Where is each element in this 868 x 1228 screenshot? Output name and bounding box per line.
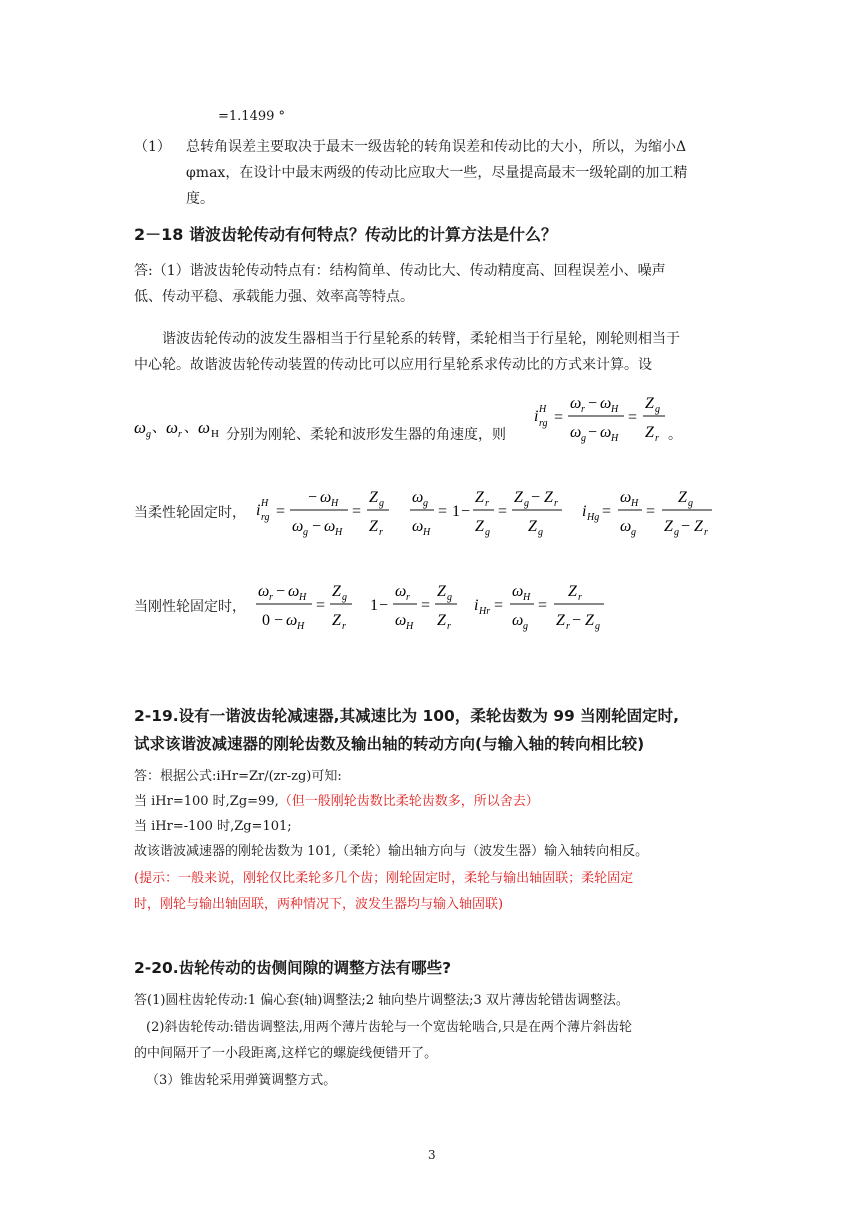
result-line: =1.1499 ° (218, 109, 286, 124)
svg-text:0: 0 (262, 612, 270, 629)
svg-text:i: i (582, 503, 587, 520)
svg-text:r: r (379, 527, 383, 538)
svg-text:r: r (178, 429, 182, 440)
svg-text:Z: Z (694, 518, 703, 535)
svg-text:ω: ω (292, 518, 304, 535)
svg-text:Z: Z (332, 583, 341, 600)
svg-text:ω: ω (412, 518, 424, 535)
svg-text:Z: Z (332, 612, 341, 629)
svg-text:H: H (331, 498, 339, 509)
svg-text:ω: ω (288, 583, 300, 600)
svg-text:1: 1 (370, 597, 378, 614)
svg-text:=: = (494, 597, 504, 614)
heading-2-19-line1: 2-19.设有一谐波齿轮减速器,其减速比为 100，柔轮齿数为 99 当刚轮固定时, (134, 707, 680, 725)
svg-text:i: i (474, 597, 479, 614)
svg-text:ω: ω (412, 489, 424, 506)
formula-rigid-fixed-svg (252, 576, 612, 636)
svg-text:Z: Z (645, 395, 654, 412)
svg-text:=: = (602, 503, 612, 520)
svg-text:ω: ω (600, 395, 612, 412)
omega-symbols (132, 412, 227, 446)
svg-text:ω: ω (512, 583, 524, 600)
svg-text:H: H (631, 498, 639, 509)
item1-text: 总转角误差主要取决于最末一级齿轮的转角误差和传动比的大小，所以，为缩小Δ (186, 139, 687, 155)
svg-text:g: g (688, 498, 693, 509)
q219-line1: 答：根据公式:iHr=Zr/(zr-zg)可知: (134, 769, 342, 784)
formula-flex-fixed (250, 482, 730, 546)
svg-text:=: = (438, 503, 448, 520)
svg-text:=: = (352, 503, 362, 520)
svg-text:H: H (523, 592, 531, 603)
svg-text:g: g (523, 621, 528, 632)
svg-text:Z: Z (556, 612, 565, 629)
svg-text:−: − (572, 612, 582, 629)
svg-text:−: − (274, 612, 284, 629)
svg-text:=: = (538, 597, 548, 614)
svg-text:i: i (256, 502, 261, 519)
q220-line2: (2)斜齿轮传动:错齿调整法,用两个薄片齿轮与一个宽齿轮啮合,只是在两个薄片斜齿轮 (146, 1020, 633, 1035)
svg-text:ω: ω (395, 583, 407, 600)
svg-text:Z: Z (475, 489, 484, 506)
svg-text:−: − (681, 518, 691, 535)
svg-text:Z: Z (437, 583, 446, 600)
q220-line4: （3）锥齿轮采用弹簧调整方式。 (146, 1073, 337, 1088)
svg-text:−: − (308, 489, 318, 506)
svg-text:=: = (276, 503, 286, 520)
svg-text:、: 、 (184, 421, 198, 436)
q219-line4: 故该谐波减速器的刚轮齿数为 101,（柔轮）输出轴方向与（波发生器）输入轴转向相反。 (134, 844, 649, 859)
svg-text:g: g (595, 621, 600, 632)
svg-text:Z: Z (678, 489, 687, 506)
heading-2-20: 2-20.齿轮传动的齿侧间隙的调整方法有哪些? (134, 959, 452, 977)
svg-text:Z: Z (528, 518, 537, 535)
svg-text:i: i (534, 408, 539, 425)
omega-symbols-svg (132, 412, 227, 442)
svg-text:r: r (704, 527, 708, 538)
svg-text:g: g (485, 527, 490, 538)
svg-text:Z: Z (369, 489, 378, 506)
svg-text:r: r (655, 433, 659, 444)
q220-line1: 答(1)圆柱齿轮传动:1 偏心套(轴)调整法;2 轴向垫片调整法;3 双片薄齿轮错齿调整法。 (134, 993, 629, 1008)
svg-text:rg: rg (261, 512, 270, 523)
svg-text:ω: ω (320, 489, 332, 506)
svg-text:H: H (539, 404, 547, 415)
svg-text:−: − (312, 518, 322, 535)
q219-hint-line2: 时，刚轮与输出轴固联，两种情况下，波发生器均与输入轴固联) (134, 897, 504, 912)
svg-text:H: H (261, 498, 269, 509)
svg-text:Z: Z (475, 518, 484, 535)
svg-text:ω: ω (570, 395, 582, 412)
formula-irg (528, 388, 678, 452)
svg-text:g: g (342, 592, 347, 603)
svg-text:Z: Z (568, 583, 577, 600)
formula-irg-svg (528, 388, 678, 448)
svg-text:=: = (421, 597, 431, 614)
svg-text:=: = (646, 503, 656, 520)
rigid-fixed-label: 当刚性轮固定时， (134, 599, 246, 615)
svg-text:Z: Z (585, 612, 594, 629)
q219-line3: 当 iHr=-100 时,Zg=101; (134, 819, 292, 834)
svg-text:ω: ω (512, 612, 524, 629)
svg-text:r: r (406, 592, 410, 603)
q218-answer-line2: 低、传动平稳、承载能力强、效率高等特点。 (134, 289, 414, 305)
svg-text:g: g (538, 527, 543, 538)
q219-line2 (134, 789, 539, 815)
svg-text:r: r (342, 621, 346, 632)
flex-fixed-label: 当柔性轮固定时， (134, 505, 246, 521)
svg-text:r: r (554, 498, 558, 509)
item1-line3: 度。 (186, 191, 214, 207)
q219-line2-text: 当 iHr=100 时,Zg=99, (134, 794, 279, 809)
svg-text:Hr: Hr (479, 606, 491, 617)
svg-text:Z: Z (437, 612, 446, 629)
svg-text:ω: ω (600, 424, 612, 441)
svg-text:ω: ω (258, 583, 270, 600)
svg-text:Z: Z (544, 489, 553, 506)
svg-text:Hg: Hg (587, 512, 600, 523)
q220-line3: 的中间隔开了一小段距离,这样它的螺旋线便错开了。 (134, 1046, 438, 1061)
svg-text:Z: Z (664, 518, 673, 535)
svg-text:H: H (406, 621, 414, 632)
formula-rigid-fixed (252, 576, 612, 640)
svg-text:ω: ω (324, 518, 336, 535)
svg-text:ω: ω (134, 418, 147, 437)
svg-text:g: g (303, 527, 308, 538)
svg-text:H: H (611, 433, 619, 444)
formula-end-mark: 。 (668, 427, 682, 443)
formula-flex-fixed-svg (250, 482, 730, 542)
svg-text:r: r (269, 592, 273, 603)
svg-text:g: g (423, 498, 428, 509)
svg-text:H: H (423, 527, 431, 538)
svg-text:−: − (276, 583, 286, 600)
svg-text:rg: rg (539, 418, 548, 429)
svg-text:−: − (531, 489, 541, 506)
svg-text:、: 、 (152, 421, 166, 436)
svg-text:−: − (461, 503, 471, 520)
svg-text:=: = (498, 503, 508, 520)
svg-text:ω: ω (286, 612, 298, 629)
svg-text:ω: ω (570, 424, 582, 441)
svg-text:H: H (211, 428, 219, 440)
svg-text:=: = (554, 409, 564, 426)
item1-number: （1） (134, 139, 171, 155)
svg-text:ω: ω (166, 418, 179, 437)
svg-text:g: g (146, 429, 151, 440)
q218-answer-line1: 答:（1）谐波齿轮传动特点有：结构简单、传动比大、传动精度高、回程误差小、噪声 (134, 263, 666, 279)
svg-text:g: g (674, 527, 679, 538)
svg-text:g: g (524, 498, 529, 509)
svg-text:−: − (588, 424, 598, 441)
svg-text:g: g (379, 498, 384, 509)
svg-text:r: r (447, 621, 451, 632)
q218-para2-line2: 中心轮。故谐波齿轮传动装置的传动比可以应用行星轮系求传动比的方式来计算。设 (134, 357, 652, 373)
svg-text:H: H (299, 592, 307, 603)
svg-text:g: g (581, 433, 586, 444)
svg-text:ω: ω (620, 518, 632, 535)
svg-text:−: − (588, 395, 598, 412)
svg-text:ω: ω (198, 418, 211, 437)
item1-line2: φmax，在设计中最末两级的传动比应取大一些，尽量提高最末一级轮副的加工精 (186, 165, 688, 181)
svg-text:H: H (335, 527, 343, 538)
heading-2-19-line2: 试求该谐波减速器的刚轮齿数及输出轴的转动方向(与输入轴的转向相比较) (134, 735, 645, 753)
page-number: 3 (428, 1148, 436, 1162)
svg-text:g: g (655, 404, 660, 415)
omega-description: 分别为刚轮、柔轮和波形发生器的角速度，则 (226, 427, 506, 443)
svg-text:r: r (566, 621, 570, 632)
svg-text:g: g (631, 527, 636, 538)
svg-text:Z: Z (514, 489, 523, 506)
svg-text:r: r (485, 498, 489, 509)
q219-line2-note: （但一般刚轮齿数比柔轮齿数多，所以舍去） (278, 794, 539, 809)
svg-text:1: 1 (452, 503, 460, 520)
svg-text:r: r (578, 592, 582, 603)
svg-text:Z: Z (645, 424, 654, 441)
q218-para2-line1: 谐波齿轮传动的波发生器相当于行星轮系的转臂，柔轮相当于行星轮，刚轮则相当于 (162, 331, 680, 347)
svg-text:r: r (581, 404, 585, 415)
svg-text:g: g (447, 592, 452, 603)
svg-text:Z: Z (369, 518, 378, 535)
svg-text:=: = (628, 409, 638, 426)
heading-2-18: 2－18 谐波齿轮传动有何特点？传动比的计算方法是什么？ (134, 225, 557, 244)
svg-text:=: = (316, 597, 326, 614)
svg-text:H: H (297, 621, 305, 632)
svg-text:−: − (379, 597, 389, 614)
svg-text:H: H (611, 404, 619, 415)
svg-text:ω: ω (395, 612, 407, 629)
svg-text:ω: ω (620, 489, 632, 506)
q219-hint-line1: (提示：一般来说，刚轮仅比柔轮多几个齿；刚轮固定时，柔轮与输出轴固联；柔轮固定 (134, 871, 634, 886)
